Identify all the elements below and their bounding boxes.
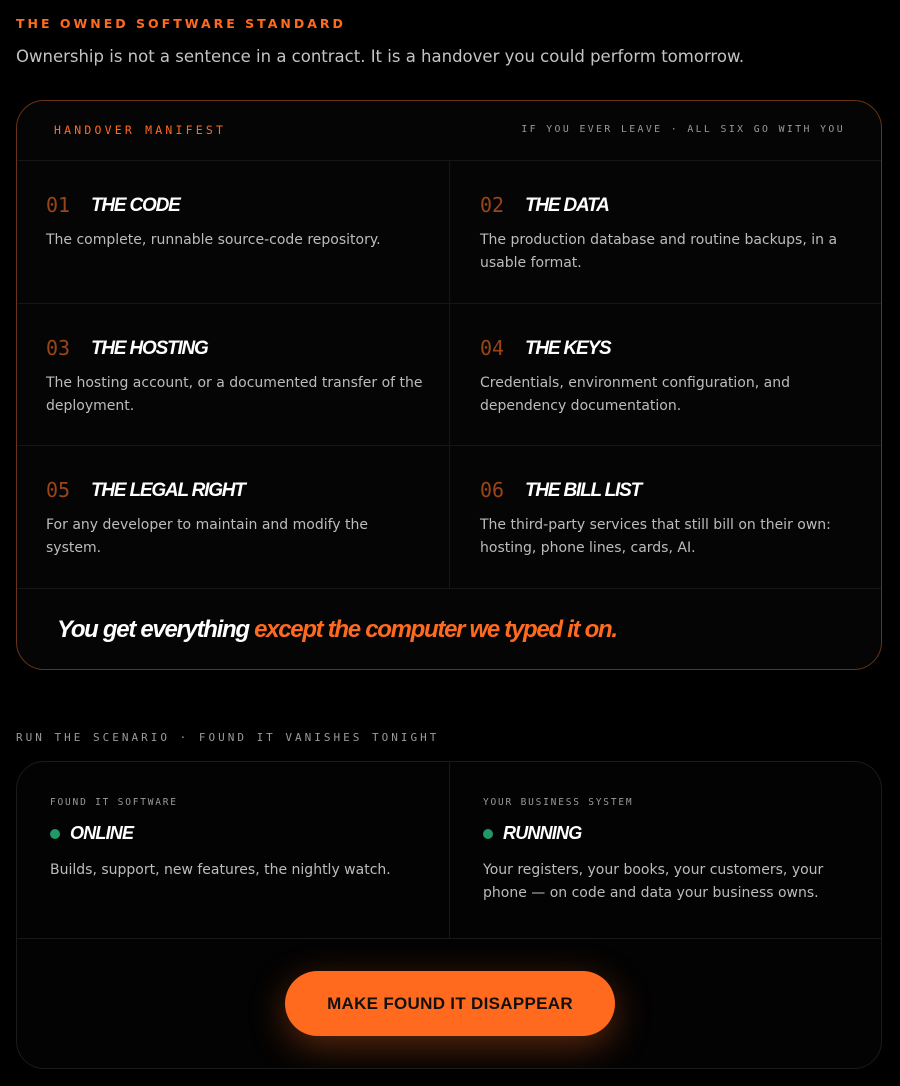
closing-orange-text: except the computer we typed it on. [254,616,617,643]
item-description: Credentials, environment configuration, and dependency documentation. [480,375,790,414]
item-number: 01 [46,193,71,217]
item-description: The third-party services that still bill on their own: hosting, phone lines, cards, AI. [480,517,831,556]
status-indicator [50,823,133,844]
column-label: FOUND IT SOFTWARE [50,797,178,808]
item-title: THE KEYS [525,338,611,359]
make-found-it-disappear-button[interactable]: MAKE FOUND IT DISAPPEAR [285,971,615,1036]
eyebrow-label: THE OWNED SOFTWARE STANDARD [16,16,346,31]
status-dot-icon [50,829,60,839]
manifest-note: IF YOU EVER LEAVE · ALL SIX GO WITH YOU [521,124,845,135]
status-text: ONLINE [70,823,134,843]
manifest-item-bill-list [449,445,881,588]
scenario-column-found-it [17,762,450,938]
item-number: 06 [480,478,505,502]
item-title: THE HOSTING [91,338,208,359]
manifest-closing-statement [57,616,617,644]
item-title: THE CODE [91,195,180,216]
item-description: The complete, runnable source-code repository. [46,232,381,248]
item-description: For any developer to maintain and modify the system. [46,517,368,556]
manifest-item-keys [449,303,881,445]
status-dot-icon [483,829,493,839]
column-description: Your registers, your books, your customers, your phone — on code and data your business owns. [483,862,824,901]
item-title: THE BILL LIST [525,480,641,501]
manifest-item-legal-right [17,445,449,588]
manifest-title: HANDOVER MANIFEST [54,123,227,137]
closing-white-text: You get everything [57,616,249,643]
column-description: Builds, support, new features, the nightly watch. [50,862,391,878]
manifest-header [17,101,881,161]
item-description: The hosting account, or a documented transfer of the deployment. [46,375,423,414]
manifest-item-hosting [17,303,449,445]
item-number: 05 [46,478,71,502]
status-indicator [483,823,581,844]
item-number: 02 [480,193,505,217]
item-title: THE LEGAL RIGHT [91,480,245,501]
column-label: YOUR BUSINESS SYSTEM [483,797,634,808]
manifest-item-code [17,160,449,303]
item-number: 04 [480,336,505,360]
item-number: 03 [46,336,71,360]
scenario-card [16,761,882,1069]
lede-text: Ownership is not a sentence in a contract. It is a handover you could perform tomorrow. [16,47,745,66]
scenario-column-business-system [449,762,882,938]
handover-manifest-card [16,100,882,670]
manifest-item-data [449,160,881,303]
item-title: THE DATA [525,195,609,216]
status-text: RUNNING [503,823,582,843]
item-description: The production database and routine backups, in a usable format. [480,232,838,271]
scenario-label: RUN THE SCENARIO · FOUND IT VANISHES TONIGHT [16,731,440,744]
